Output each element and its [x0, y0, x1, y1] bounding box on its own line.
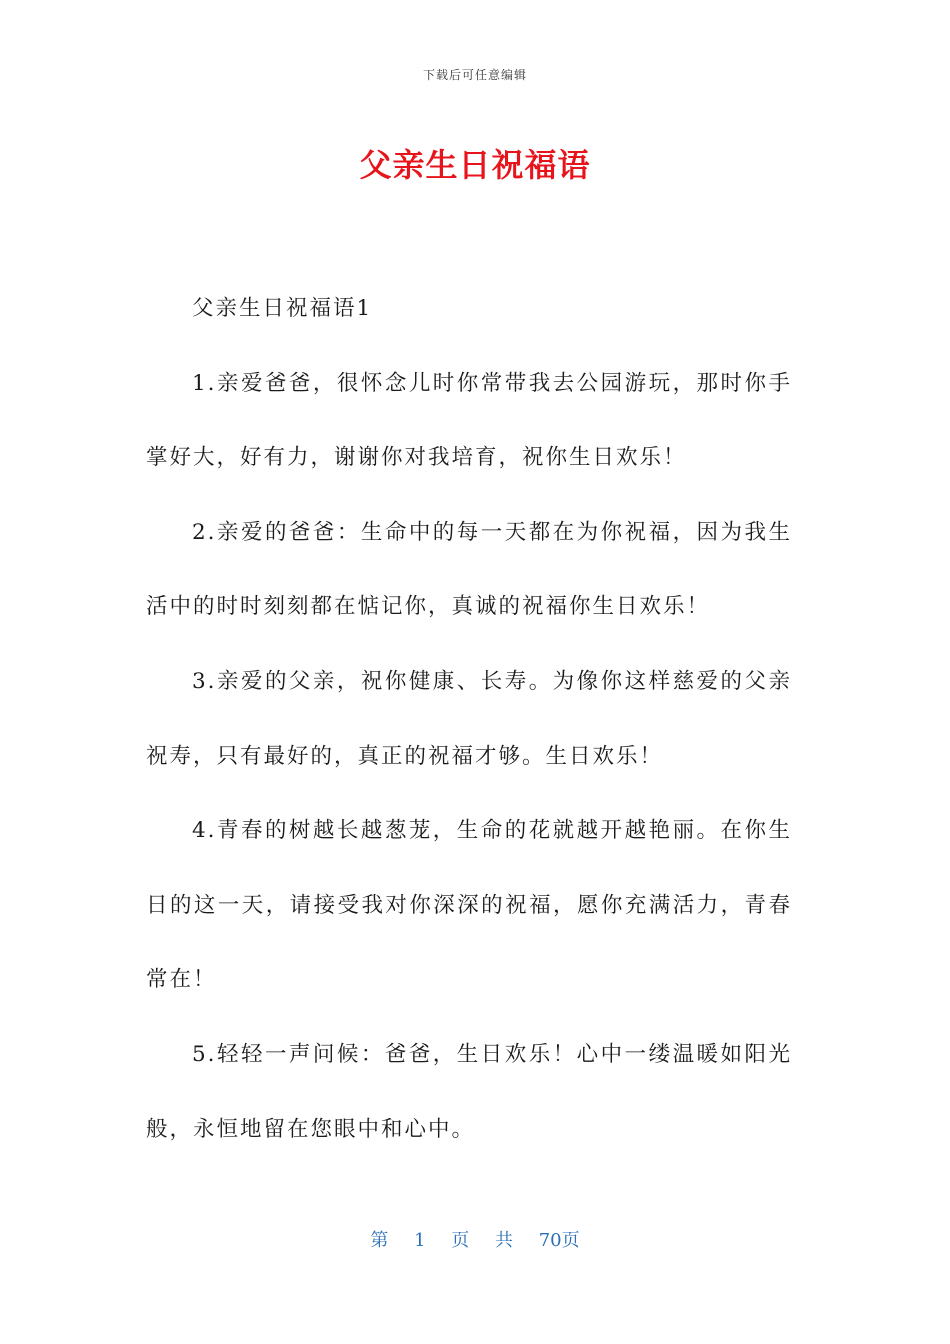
section-heading: 父亲生日祝福语1	[192, 296, 373, 321]
footer-total-word: 共	[495, 1230, 513, 1251]
footer-total-pages: 70页	[538, 1230, 580, 1251]
blessing-paragraph-4: 4.青春的树越长越葱茏，生命的花就越开越艳丽。在你生日的这一天，请接受我对你深深的祝福，愿你充满活力，青春常在！	[146, 818, 792, 993]
blessing-paragraph-5: 5.轻轻一声问候：爸爸，生日欢乐！心中一缕温暖如阳光般，永恒地留在您眼中和心中。	[146, 1041, 792, 1142]
blessing-paragraph-2: 2.亲爱的爸爸：生命中的每一天都在为你祝福，因为我生活中的时时刻刻都在惦记你，真诚的祝福你生日欢乐！	[146, 519, 792, 620]
page-footer	[0, 1226, 950, 1252]
document-body	[146, 272, 792, 1167]
footer-current-page: 1	[414, 1230, 426, 1251]
blessing-paragraph-1: 1.亲爱爸爸，很怀念儿时你常带我去公园游玩，那时你手掌好大，好有力，谢谢你对我培育，祝你生日欢乐！	[146, 370, 792, 471]
footer-prefix: 第	[370, 1230, 389, 1251]
header-note: 下载后可任意编辑	[422, 68, 527, 82]
footer-page-word: 页	[451, 1230, 470, 1251]
document-title: 父亲生日祝福语	[359, 146, 591, 184]
blessing-paragraph-3: 3.亲爱的父亲，祝你健康、长寿。为像你这样慈爱的父亲祝寿，只有最好的，真正的祝福才够。生日欢乐！	[146, 668, 792, 769]
